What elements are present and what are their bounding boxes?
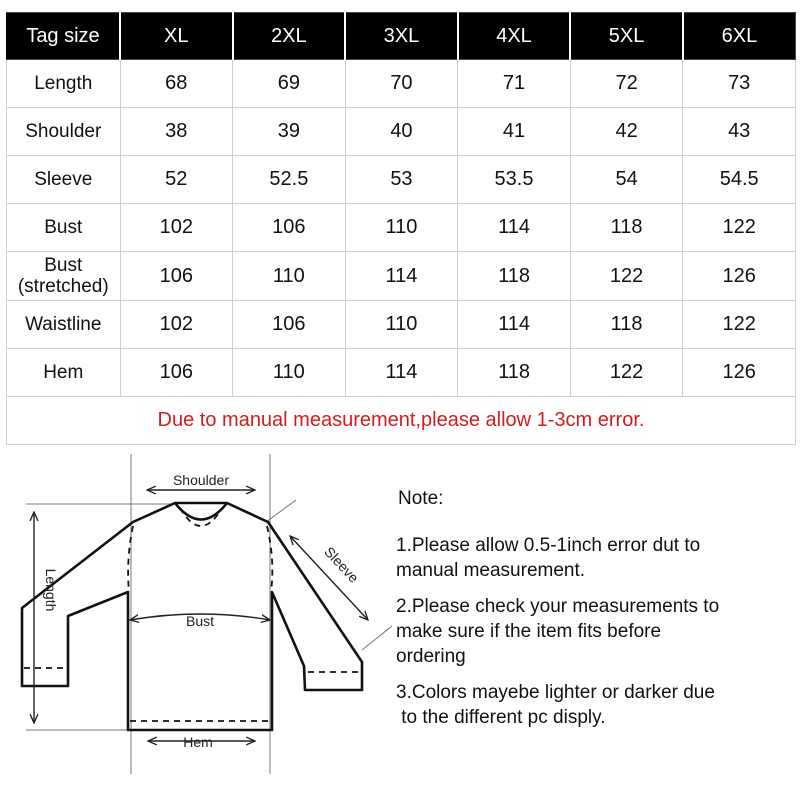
table-row-hem — [7, 349, 796, 397]
table-row-sleeve — [7, 156, 796, 204]
note-line: 2.Please check your measurements to — [396, 596, 720, 617]
table-cell: 106 — [120, 252, 233, 301]
table-cell: 72 — [570, 60, 683, 108]
table-cell: 43 — [683, 108, 796, 156]
table-cell: 118 — [570, 301, 683, 349]
table-cell: 52.5 — [233, 156, 346, 204]
size-chart-table — [6, 12, 796, 445]
table-cell: 106 — [233, 301, 346, 349]
table-row-length — [7, 60, 796, 108]
note-line: ordering — [396, 646, 466, 667]
table-cell: 114 — [458, 204, 571, 252]
table-cell: 118 — [570, 204, 683, 252]
row-label — [7, 252, 121, 301]
header-size-2xl: 2XL — [233, 13, 346, 60]
table-cell: 73 — [683, 60, 796, 108]
note-line: to the different pc disply. — [396, 707, 606, 728]
table-row-shoulder — [7, 108, 796, 156]
row-label-line: Bust — [44, 255, 83, 276]
table-cell: 69 — [233, 60, 346, 108]
table-cell: 106 — [120, 349, 233, 397]
row-label: Length — [7, 60, 121, 108]
table-cell: 110 — [233, 349, 346, 397]
row-label: Waistline — [7, 301, 121, 349]
table-cell: 38 — [120, 108, 233, 156]
note-line: make sure if the item fits before — [396, 621, 662, 642]
table-row-waistline — [7, 301, 796, 349]
notes-panel — [396, 486, 796, 741]
header-size-4xl: 4XL — [458, 13, 571, 60]
row-label: Shoulder — [7, 108, 121, 156]
table-cell: 122 — [570, 252, 683, 301]
table-cell: 126 — [683, 252, 796, 301]
error-note: Due to manual measurement,please allow 1-3cm error. — [7, 397, 796, 445]
table-cell: 42 — [570, 108, 683, 156]
header-size-5xl: 5XL — [570, 13, 683, 60]
table-cell: 53.5 — [458, 156, 571, 204]
garment-diagram — [0, 440, 400, 800]
table-cell: 114 — [345, 349, 458, 397]
table-cell: 54.5 — [683, 156, 796, 204]
error-note-row — [7, 397, 796, 445]
row-label-line: (stretched) — [17, 276, 109, 297]
header-size-xl: XL — [120, 13, 233, 60]
table-cell: 70 — [345, 60, 458, 108]
row-label: Sleeve — [7, 156, 121, 204]
bust-label: Bust — [185, 613, 215, 629]
table-cell: 102 — [120, 301, 233, 349]
table-cell: 102 — [120, 204, 233, 252]
table-cell: 110 — [233, 252, 346, 301]
notes-title: Note: — [398, 488, 444, 509]
note-line: manual measurement. — [396, 560, 586, 581]
header-size-3xl: 3XL — [345, 13, 458, 60]
note-line: 1.Please allow 0.5-1inch error dut to — [396, 535, 701, 556]
table-cell: 41 — [458, 108, 571, 156]
table-cell: 53 — [345, 156, 458, 204]
table-cell: 118 — [458, 349, 571, 397]
table-row-bust — [7, 204, 796, 252]
note-item-2 — [396, 594, 796, 669]
sleeve-label: Sleeve — [321, 543, 363, 586]
table-cell: 39 — [233, 108, 346, 156]
table-cell: 106 — [233, 204, 346, 252]
table-cell: 52 — [120, 156, 233, 204]
table-cell: 122 — [683, 204, 796, 252]
header-tag-size: Tag size — [7, 13, 121, 60]
table-cell: 114 — [458, 301, 571, 349]
table-cell: 122 — [570, 349, 683, 397]
table-cell: 110 — [345, 301, 458, 349]
table-cell: 126 — [683, 349, 796, 397]
table-cell: 110 — [345, 204, 458, 252]
row-label: Hem — [7, 349, 121, 397]
table-cell: 71 — [458, 60, 571, 108]
shoulder-label: Shoulder — [172, 472, 230, 488]
table-cell: 54 — [570, 156, 683, 204]
hem-label: Hem — [183, 734, 213, 750]
table-cell: 68 — [120, 60, 233, 108]
table-cell: 118 — [458, 252, 571, 301]
table-header-row — [7, 13, 796, 60]
note-line: 3.Colors mayebe lighter or darker due — [396, 682, 715, 703]
row-label: Bust — [7, 204, 121, 252]
header-size-6xl: 6XL — [683, 13, 796, 60]
table-cell: 40 — [345, 108, 458, 156]
length-label: Length — [43, 568, 59, 612]
note-item-3 — [396, 680, 796, 730]
table-cell: 122 — [683, 301, 796, 349]
table-cell: 114 — [345, 252, 458, 301]
table-row-bust-stretched — [7, 252, 796, 301]
note-item-1 — [396, 533, 796, 583]
